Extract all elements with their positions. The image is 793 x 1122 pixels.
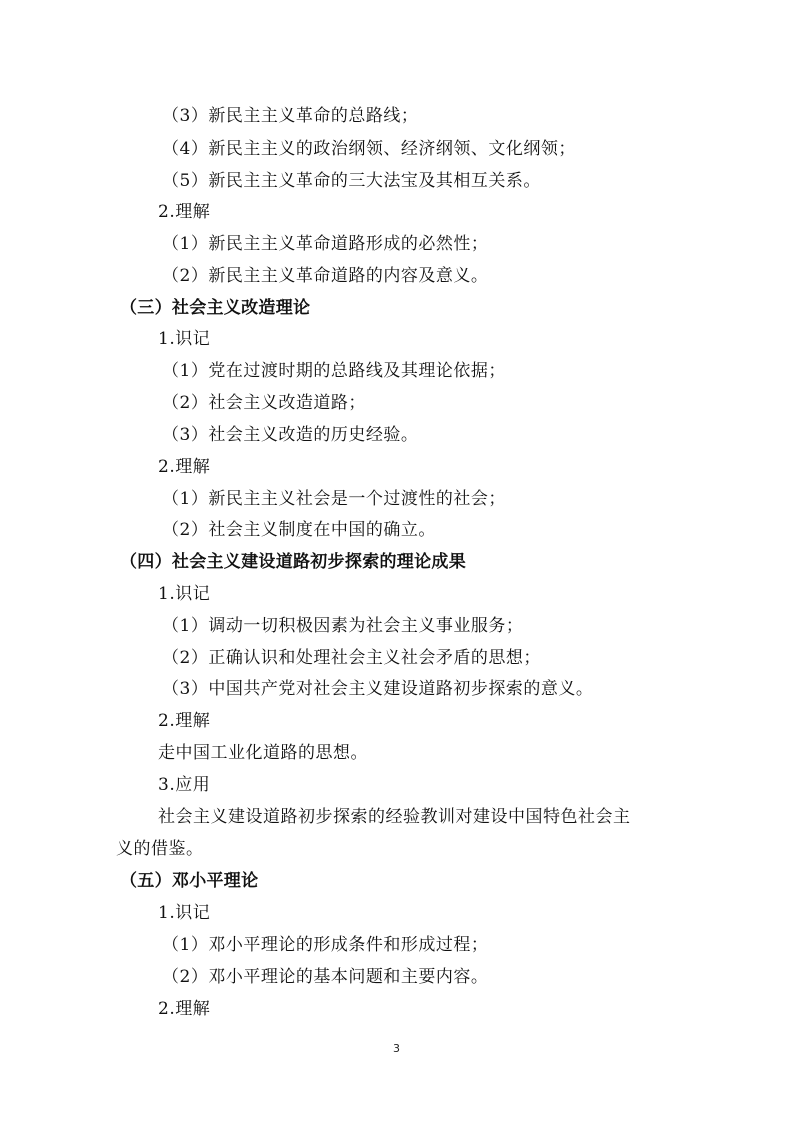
subsection-label: 1.识记 — [158, 584, 211, 604]
text-line: （2）正确认识和处理社会主义社会矛盾的思想； — [162, 648, 541, 668]
text-line: （1）党在过渡时期的总路线及其理论依据； — [162, 361, 506, 381]
text-line: （2）新民主主义革命道路的内容及意义。 — [162, 266, 489, 286]
subsection-label: 1.识记 — [158, 329, 211, 349]
page-number: 3 — [393, 1042, 400, 1055]
section-heading: （三）社会主义改造理论 — [120, 298, 311, 318]
text-line: （3）新民主主义革命的总路线； — [162, 106, 419, 126]
section-heading: （五）邓小平理论 — [120, 871, 259, 891]
subsection-label: 2.理解 — [158, 711, 211, 731]
subsection-label: 2.理解 — [158, 202, 211, 222]
text-line: （3）中国共产党对社会主义建设道路初步探索的意义。 — [162, 679, 594, 699]
subsection-label: 2.理解 — [158, 457, 211, 477]
paragraph-line: 社会主义建设道路初步探索的经验教训对建设中国特色社会主 — [158, 807, 631, 827]
section-heading: （四）社会主义建设道路初步探索的理论成果 — [120, 552, 466, 572]
subsection-label: 2.理解 — [158, 999, 211, 1019]
text-line: （2）社会主义改造道路； — [162, 393, 366, 413]
subsection-label: 1.识记 — [158, 903, 211, 923]
text-line: （1）邓小平理论的形成条件和形成过程； — [162, 935, 489, 955]
text-line: （2）邓小平理论的基本问题和主要内容。 — [162, 967, 489, 987]
text-line: （4）新民主主义的政治纲领、经济纲领、文化纲领； — [162, 139, 576, 159]
paragraph-line: 义的借鉴。 — [116, 839, 204, 859]
text-line: （5）新民主主义革命的三大法宝及其相互关系。 — [162, 171, 541, 191]
text-line: （2）社会主义制度在中国的确立。 — [162, 520, 436, 540]
text-line: （3）社会主义改造的历史经验。 — [162, 425, 419, 445]
text-line: （1）新民主主义革命道路形成的必然性； — [162, 234, 489, 254]
text-line: （1）新民主主义社会是一个过渡性的社会； — [162, 489, 506, 509]
text-line: （1）调动一切积极因素为社会主义事业服务； — [162, 616, 524, 636]
subsection-label: 3.应用 — [158, 775, 211, 795]
text-line: 走中国工业化道路的思想。 — [158, 743, 368, 763]
